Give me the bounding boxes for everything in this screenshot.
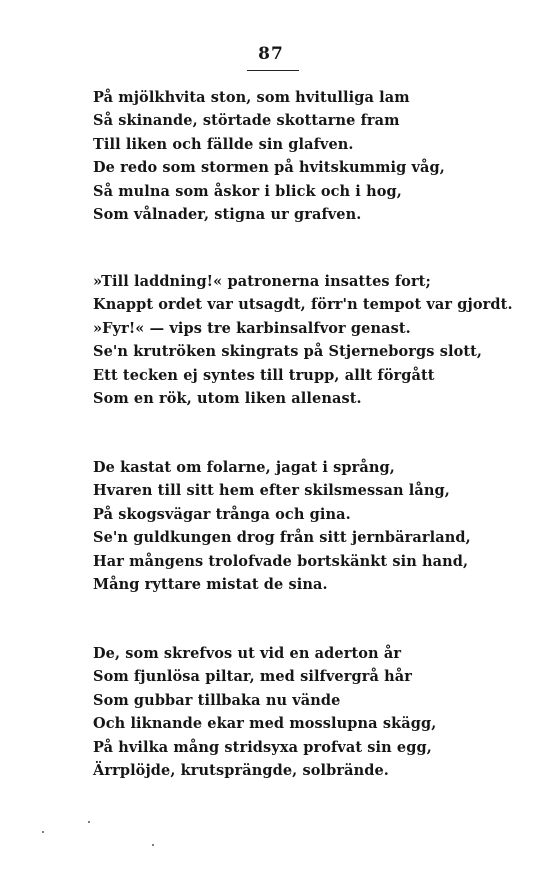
verse-line: På skogsvägar trånga och gina.: [93, 505, 351, 523]
verse-line: Knappt ordet var utsagdt, förr'n tempot var gjordt.: [93, 296, 513, 314]
verse-line: Som gubbar tillbaka nu vände: [93, 691, 341, 709]
verse-line: De redo som stormen på hvitskummig våg,: [93, 159, 445, 177]
verse-line: Se'n krutröken skingrats på Stjerneborgs slott,: [93, 343, 483, 361]
verse-line: På hvilka mång stridsyxa profvat sin egg,: [93, 738, 432, 756]
verse-line: De kastat om folarne, jagat i språng,: [93, 459, 395, 476]
verse-line: På mjölkhvita ston, som hvitulliga lam: [93, 89, 410, 106]
verse-line: »Till laddning!« patronerna insattes fort;: [93, 273, 431, 290]
verse-line: Se'n guldkungen drog från sitt jernbärarland,: [93, 529, 471, 547]
verse-line: Mång ryttare mistat de sina.: [93, 575, 328, 593]
verse-line: Har mångens trolofvade bortskänkt sin hand,: [93, 552, 469, 570]
print-speck: [88, 821, 90, 823]
verse-line: Som vålnader, stigna ur grafven.: [93, 205, 362, 223]
verse-line: Och liknande ekar med mosslupna skägg,: [93, 715, 437, 733]
stanza-1: [93, 86, 445, 226]
verse-line: Till liken och fällde sin glafven.: [93, 135, 354, 153]
verse-line: »Fyr!« — vips tre karbinsalfvor genast.: [93, 319, 411, 337]
print-speck: [42, 831, 44, 833]
stanza-4: [93, 642, 436, 782]
page-number-rule: [247, 70, 299, 71]
page-number: 87: [258, 44, 284, 64]
verse-line: Som en rök, utom liken allenast.: [93, 389, 362, 407]
verse-line: Så mulna som åskor i blick och i hog,: [93, 182, 402, 200]
stanza-2: [93, 270, 513, 410]
verse-line: Ett tecken ej syntes till trupp, allt förgått: [93, 366, 435, 384]
print-speck: [152, 844, 154, 846]
verse-line: Hvaren till sitt hem efter skilsmessan lång,: [93, 482, 450, 500]
verse-line: De, som skrefvos ut vid en aderton år: [93, 645, 402, 662]
verse-line: Som fjunlösa piltar, med silfvergrå hår: [93, 668, 412, 686]
stanza-3: [93, 456, 471, 596]
verse-line: Så skinande, störtade skottarne fram: [93, 112, 400, 130]
verse-line: Ärrplöjde, krutsprängde, solbrände.: [93, 761, 389, 779]
